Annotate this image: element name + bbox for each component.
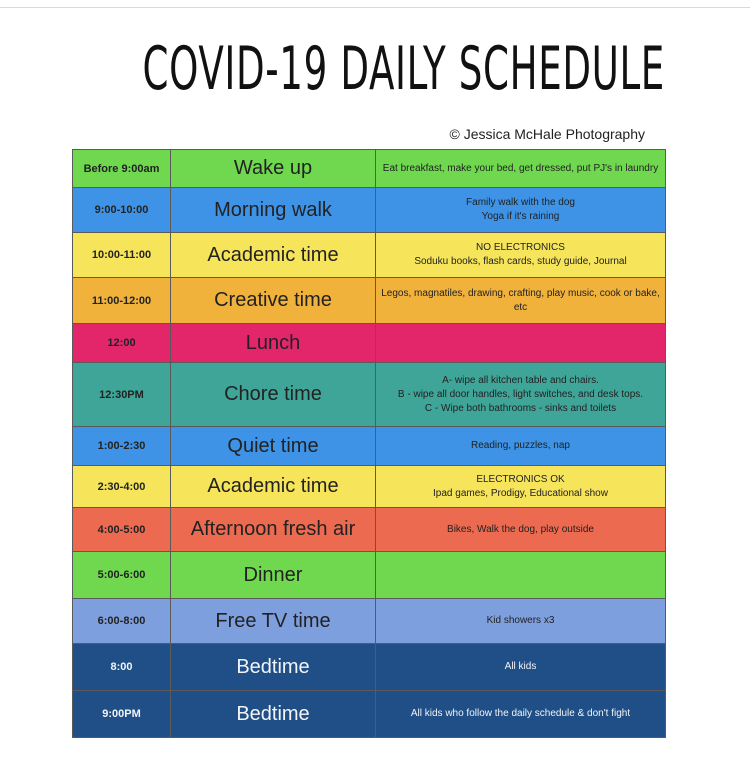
description-line: All kids who follow the daily schedule & don't fight	[410, 708, 631, 719]
description-cell	[375, 278, 666, 323]
schedule-row	[72, 324, 666, 363]
activity-cell: Afternoon fresh air	[170, 508, 375, 551]
activity-cell: Wake up	[170, 150, 375, 187]
description-cell	[375, 427, 666, 465]
activity-cell: Lunch	[170, 324, 375, 362]
description-cell	[375, 508, 666, 551]
time-cell: 9:00-10:00	[72, 188, 170, 232]
time-cell: 4:00-5:00	[72, 508, 170, 551]
description-cell	[375, 599, 666, 643]
description-line: Yoga if it's raining	[481, 211, 560, 222]
schedule-row	[72, 466, 666, 508]
time-cell: 1:00-2:30	[72, 427, 170, 465]
schedule-row	[72, 644, 666, 691]
schedule-row	[72, 599, 666, 644]
schedule-row	[72, 427, 666, 466]
description-cell	[375, 552, 666, 598]
time-cell: 10:00-11:00	[72, 233, 170, 277]
page-title: COVID-19 DAILY SCHEDULE	[142, 34, 665, 104]
activity-cell: Academic time	[170, 233, 375, 277]
description-cell	[375, 324, 666, 362]
schedule-row	[72, 691, 666, 738]
description-cell	[375, 188, 666, 232]
description-cell	[375, 644, 666, 690]
activity-cell: Quiet time	[170, 427, 375, 465]
time-cell: Before 9:00am	[72, 150, 170, 187]
time-cell: 5:00-6:00	[72, 552, 170, 598]
activity-cell: Chore time	[170, 363, 375, 426]
description-line: All kids	[504, 661, 537, 672]
time-cell: 12:00	[72, 324, 170, 362]
description-line: Bikes, Walk the dog, play outside	[447, 523, 594, 535]
description-line: Legos, magnatiles, drawing, crafting, play music, cook or bake, etc	[381, 287, 660, 313]
description-line: Reading, puzzles, nap	[471, 440, 570, 451]
schedule-row	[72, 508, 666, 552]
photo-credit: © Jessica McHale Photography	[449, 126, 645, 142]
schedule-row	[72, 363, 666, 427]
description-cell	[375, 150, 666, 187]
schedule-row	[72, 188, 666, 233]
schedule-row	[72, 278, 666, 324]
time-cell: 9:00PM	[72, 691, 170, 737]
description-line: Eat breakfast, make your bed, get dressed, put PJ's in laundry	[382, 162, 659, 174]
description-line: ELECTRONICS OK	[476, 473, 565, 485]
activity-cell: Free TV time	[170, 599, 375, 643]
activity-cell: Academic time	[170, 466, 375, 507]
time-cell: 2:30-4:00	[72, 466, 170, 507]
description-line: Ipad games, Prodigy, Educational show	[433, 487, 608, 499]
description-line: C - Wipe both bathrooms - sinks and toilets	[424, 402, 617, 414]
description-line: Family walk with the dog	[466, 197, 575, 208]
description-line: NO ELECTRONICS	[476, 242, 565, 253]
description-line: A- wipe all kitchen table and chairs.	[442, 374, 599, 386]
description-cell	[375, 466, 666, 507]
time-cell: 12:30PM	[72, 363, 170, 426]
time-cell: 6:00-8:00	[72, 599, 170, 643]
time-cell: 11:00-12:00	[72, 278, 170, 323]
top-divider	[0, 7, 750, 8]
schedule-table	[72, 149, 666, 738]
activity-cell: Bedtime	[170, 644, 375, 690]
time-cell: 8:00	[72, 644, 170, 690]
activity-cell: Bedtime	[170, 691, 375, 737]
schedule-row	[72, 150, 666, 188]
activity-cell: Morning walk	[170, 188, 375, 232]
schedule-row	[72, 233, 666, 278]
activity-cell: Dinner	[170, 552, 375, 598]
description-line: Kid showers x3	[486, 615, 555, 626]
description-line: Soduku books, flash cards, study guide, Journal	[414, 256, 627, 267]
activity-cell: Creative time	[170, 278, 375, 323]
description-cell	[375, 691, 666, 737]
description-line: B - wipe all door handles, light switches, and desk tops.	[397, 388, 644, 400]
schedule-row	[72, 552, 666, 599]
description-cell	[375, 363, 666, 426]
description-cell	[375, 233, 666, 277]
